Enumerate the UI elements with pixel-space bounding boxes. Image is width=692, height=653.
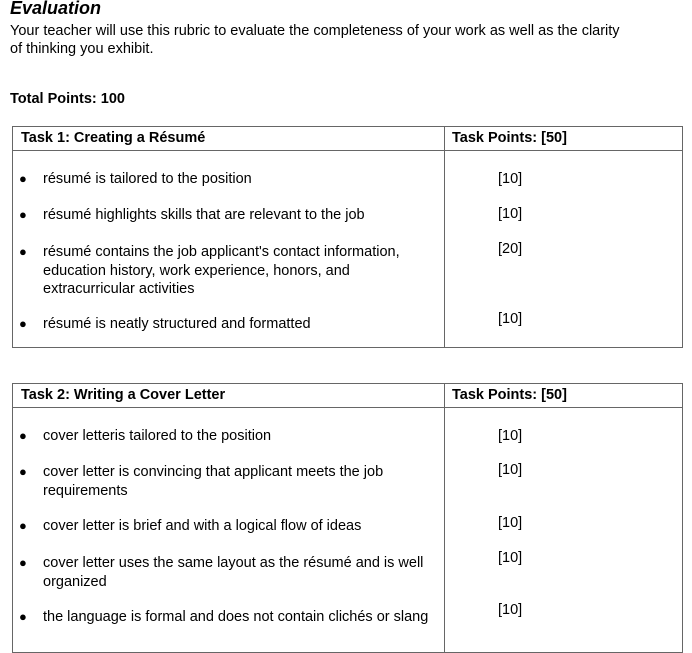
table-header: [13, 127, 682, 151]
rubric-item-points: [10]: [498, 171, 523, 187]
column-divider: [444, 384, 445, 652]
rubric-item-points: [10]: [498, 311, 523, 327]
task-title: Task 1: Creating a Résumé: [21, 130, 206, 146]
total-points: Total Points: 100: [10, 91, 125, 107]
bullet-icon: ●: [19, 244, 27, 259]
rubric-item-points: [10]: [498, 602, 523, 618]
bullet-icon: ●: [19, 428, 27, 443]
bullet-icon: ●: [19, 316, 27, 331]
rubric-item-text: the language is formal and does not contain clichés or slang: [43, 609, 429, 625]
table-header: [13, 384, 682, 408]
task-title: Task 2: Writing a Cover Letter: [21, 387, 226, 403]
bullet-icon: ●: [19, 171, 27, 186]
bullet-icon: ●: [19, 555, 27, 570]
rubric-table-task-1: [12, 126, 683, 348]
bullet-icon: ●: [19, 609, 27, 624]
bullet-icon: ●: [19, 207, 27, 222]
page-title: Evaluation: [10, 0, 102, 18]
rubric-item-text: cover letter is brief and with a logical flow of ideas: [43, 518, 362, 534]
task-points-label: Task Points: [50]: [452, 130, 567, 146]
bullet-icon: ●: [19, 464, 27, 479]
rubric-item-text: cover letter is convincing that applicant meets the job requirements: [43, 464, 384, 499]
rubric-item-text: résumé highlights skills that are relevant to the job: [43, 207, 365, 223]
rubric-item-text: résumé is tailored to the position: [43, 171, 252, 187]
rubric-item-points: [10]: [498, 515, 523, 531]
rubric-item-text: résumé contains the job applicant's contact information, education history, work experience, honors, and extracurricular activities: [43, 244, 400, 297]
bullet-icon: ●: [19, 518, 27, 533]
rubric-item-text: cover letteris tailored to the position: [43, 428, 272, 444]
column-divider: [444, 127, 445, 347]
rubric-table-task-2: [12, 383, 683, 653]
rubric-item-points: [20]: [498, 241, 523, 257]
intro-text: Your teacher will use this rubric to evaluate the completeness of your work as well as the clarity of thinking you exhibit.: [10, 23, 620, 57]
rubric-item-points: [10]: [498, 550, 523, 566]
rubric-item-text: cover letter uses the same layout as the résumé and is well organized: [43, 555, 424, 590]
rubric-item-text: résumé is neatly structured and formatted: [43, 316, 311, 332]
rubric-item-points: [10]: [498, 462, 523, 478]
rubric-item-points: [10]: [498, 206, 523, 222]
rubric-item-points: [10]: [498, 428, 523, 444]
task-points-label: Task Points: [50]: [452, 387, 567, 403]
